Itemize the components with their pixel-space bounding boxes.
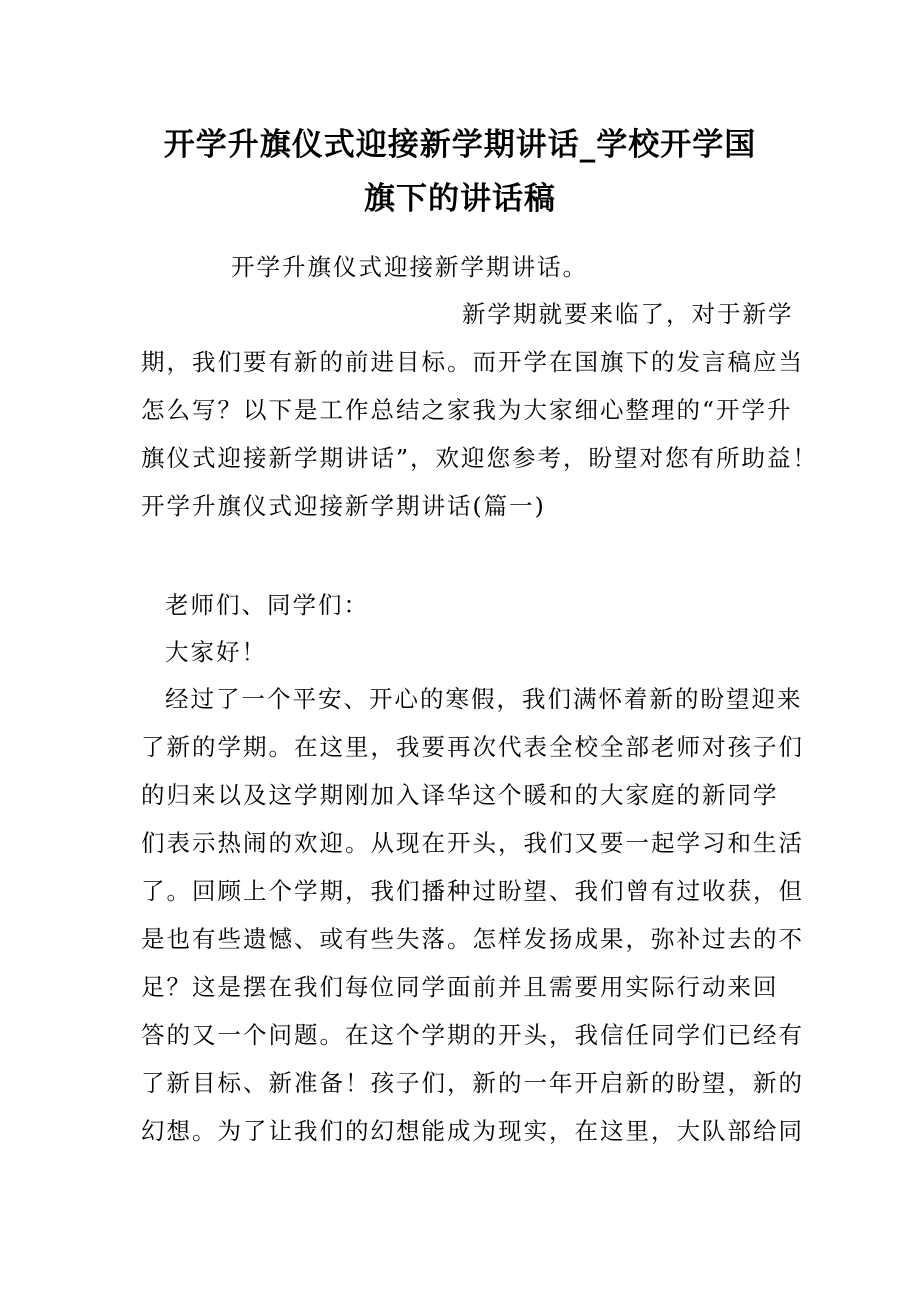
greeting: 大家好！ [165,638,267,666]
intro-line: 怎么写？以下是工作总结之家我为大家细心整理的“开学升 [141,396,793,424]
speech-line: 了新的学期。在这里，我要再次代表全校全部老师对孩子们 [141,733,804,761]
title-line-1: 开学升旗仪式迎接新学期讲话_学校开学国 [163,127,757,163]
speech-line: 经过了一个平安、开心的寒假，我们满怀着新的盼望迎来 [165,685,803,713]
title-line-2: 旗下的讲话稿 [364,181,556,217]
speech-line: 的归来以及这学期刚加入译华这个暖和的大家庭的新同学 [141,781,779,809]
intro-line: 期，我们要有新的前进目标。而开学在国旗下的发言稿应当 [141,348,804,376]
document-title [120,118,800,226]
intro-line: 新学期就要来临了，对于新学 [462,300,794,328]
speech-line: 是也有些遗憾、或有些失落。怎样发扬成果，弥补过去的不 [141,925,804,953]
salutation: 老师们、同学们： [165,591,369,619]
intro-line: 旗仪式迎接新学期讲话”，欢迎您参考，盼望对您有所助益！ [141,444,819,472]
speech-line: 答的又一个问题。在这个学期的开头，我信任同学们已经有 [141,1021,804,1049]
speech-line: 足？这是摆在我们每位同学面前并且需要用实际行动来回 [141,973,779,1001]
section-heading: 开学升旗仪式迎接新学期讲话(篇一) [141,492,546,520]
speech-line: 了。回顾上个学期，我们播种过盼望、我们曾有过收获，但 [141,877,804,905]
speech-line: 们表示热闹的欢迎。从现在开头，我们又要一起学习和生活 [141,829,804,857]
subtitle: 开学升旗仪式迎接新学期讲话。 [231,253,588,281]
speech-line: 幻想。为了让我们的幻想能成为现实，在这里，大队部给同 [141,1117,804,1145]
speech-line: 了新目标、新准备！孩子们，新的一年开启新的盼望，新的 [141,1069,804,1097]
